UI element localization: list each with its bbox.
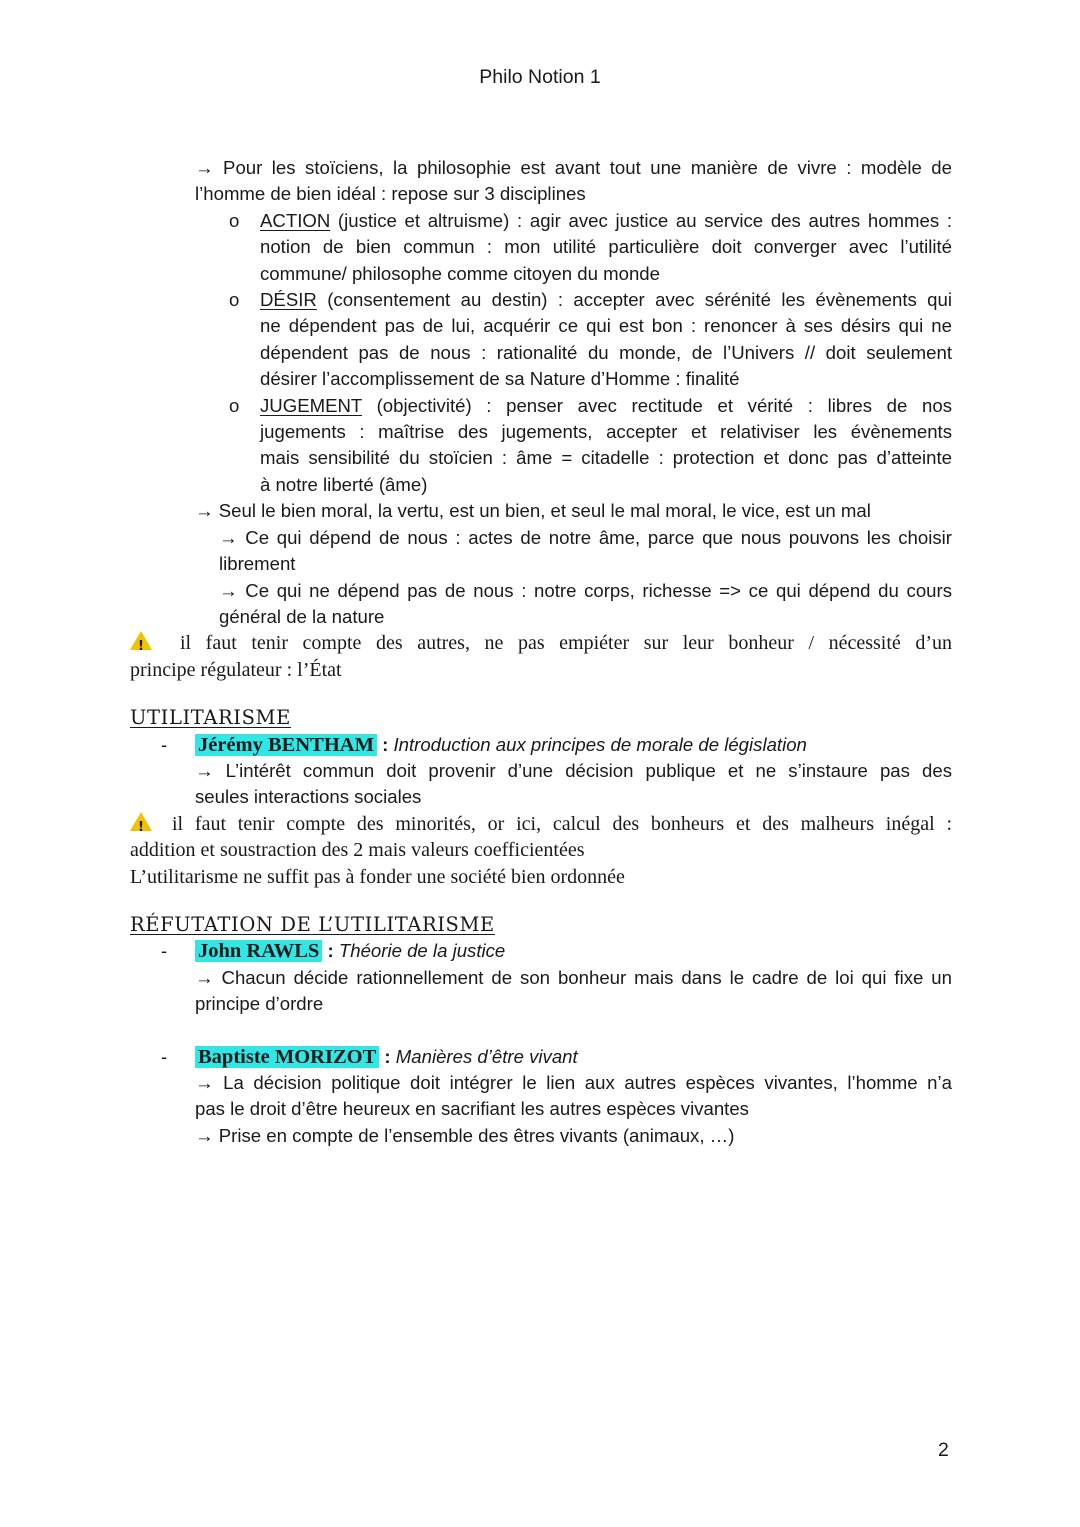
- rawls-point-cont: principe d’ordre: [195, 993, 324, 1015]
- circle-bullet-icon: o: [229, 209, 240, 231]
- section-heading-refutation: RÉFUTATION DE L’UTILITARISME: [130, 912, 495, 936]
- depends-on-us-cont: librement: [219, 553, 296, 575]
- rawls-point: → Chacun décide rationnellement de son bonheur mais dans le cadre de loi qui fixe un: [195, 966, 952, 988]
- author-name: Baptiste MORIZOT: [195, 1046, 379, 1068]
- bentham-point: → L’intérêt commun doit provenir d’une décision publique et ne s’instaure pas des: [195, 759, 952, 781]
- discipline-jugement-line: à notre liberté (âme): [260, 473, 428, 495]
- not-depends-on-us: → Ce qui ne dépend pas de nous : notre corps, richesse => ce qui dépend du cours: [219, 579, 952, 601]
- discipline-desir: o DÉSIR (consentement au destin) : accepter avec sérénité les évènements qui: [130, 287, 952, 313]
- section-heading-utilitarisme: UTILITARISME: [130, 706, 291, 730]
- author-name: John RAWLS: [195, 940, 322, 962]
- discipline-action-line: commune/ philosophe comme citoyen du monde: [260, 262, 660, 284]
- discipline-desir-line: désirer l’accomplissement de sa Nature d’Homme : finalité: [260, 368, 740, 390]
- stoics-intro: → Pour les stoïciens, la philosophie est avant tout une manière de vivre : modèle de: [195, 157, 952, 178]
- dash-bullet: -: [161, 733, 168, 755]
- term-action: ACTION: [260, 209, 331, 231]
- work-title: Théorie de la justice: [338, 940, 506, 962]
- discipline-action: o ACTION (justice et altruisme) : agir avec justice au service des autres hommes :: [130, 208, 952, 234]
- warning-icon: [130, 631, 152, 650]
- stoics-intro-cont: l’homme de bien idéal : repose sur 3 disciplines: [195, 183, 586, 205]
- moral-statement: → Seul le bien moral, la vertu, est un bien, et seul le mal moral, le vice, est un mal: [195, 500, 871, 522]
- utilitarisme-conclusion: L’utilitarisme ne suffit pas à fonder une société bien ordonnée: [130, 865, 625, 888]
- page-header: Philo Notion 1: [479, 66, 601, 88]
- work-title: Manières d’être vivant: [395, 1045, 578, 1067]
- term-desir: DÉSIR: [260, 289, 317, 311]
- term-jugement: JUGEMENT: [260, 394, 362, 416]
- page-content: [130, 155, 952, 1149]
- bentham-point-cont: seules interactions sociales: [195, 786, 422, 808]
- morizot-point: → La décision politique doit intégrer le lien aux autres espèces vivantes, l’homme n’a: [195, 1072, 952, 1093]
- warning-note-cont: addition et soustraction des 2 mais valeurs coefficientées: [130, 839, 585, 862]
- dash-bullet: -: [161, 1045, 168, 1067]
- author-entry-bentham: - Jérémy BENTHAM : Introduction aux principes de morale de législation: [130, 732, 952, 758]
- author-entry-morizot: - Baptiste MORIZOT : Manières d’être vivant: [130, 1044, 952, 1070]
- morizot-point-2: → Prise en compte de l’ensemble des êtres vivants (animaux, …): [195, 1124, 735, 1146]
- discipline-action-line: notion de bien commun : mon utilité particulière doit converger avec l’utilité: [260, 236, 952, 258]
- circle-bullet-icon: o: [229, 289, 240, 311]
- page-number: 2: [938, 1439, 949, 1461]
- warning-icon: [130, 812, 152, 831]
- discipline-jugement: o JUGEMENT (objectivité) : penser avec rectitude et vérité : libres de nos: [130, 393, 952, 419]
- morizot-point-cont: pas le droit d’être heureux en sacrifiant les autres espèces vivantes: [195, 1098, 749, 1120]
- discipline-jugement-line: jugements : maîtrise des jugements, accepter et relativiser les évènements: [260, 421, 952, 443]
- dash-bullet: -: [161, 940, 168, 962]
- discipline-desir-line: ne dépendent pas de lui, acquérir ce qui est bon : renoncer à ses désirs qui ne: [260, 315, 952, 337]
- author-entry-rawls: - John RAWLS : Théorie de la justice: [130, 938, 952, 964]
- warning-note: !il faut tenir compte des minorités, or ici, calcul des bonheurs et des malheurs inégal :: [130, 811, 952, 837]
- author-name: Jérémy BENTHAM: [195, 734, 377, 756]
- discipline-desir-line: dépendent pas de nous : rationalité du monde, de l’Univers // doit seulement: [260, 341, 952, 363]
- circle-bullet-icon: o: [229, 394, 240, 416]
- warning-note-cont: principe régulateur : l’État: [130, 658, 342, 681]
- depends-on-us: → Ce qui dépend de nous : actes de notre âme, parce que nous pouvons les choisir: [219, 526, 952, 548]
- discipline-jugement-line: mais sensibilité du stoïcien : âme = citadelle : protection et donc pas d’atteinte: [260, 447, 952, 469]
- warning-note: !il faut tenir compte des autres, ne pas empiéter sur leur bonheur / nécessité d’un: [130, 630, 952, 656]
- work-title: Introduction aux principes de morale de législation: [393, 733, 807, 755]
- not-depends-on-us-cont: général de la nature: [219, 605, 385, 627]
